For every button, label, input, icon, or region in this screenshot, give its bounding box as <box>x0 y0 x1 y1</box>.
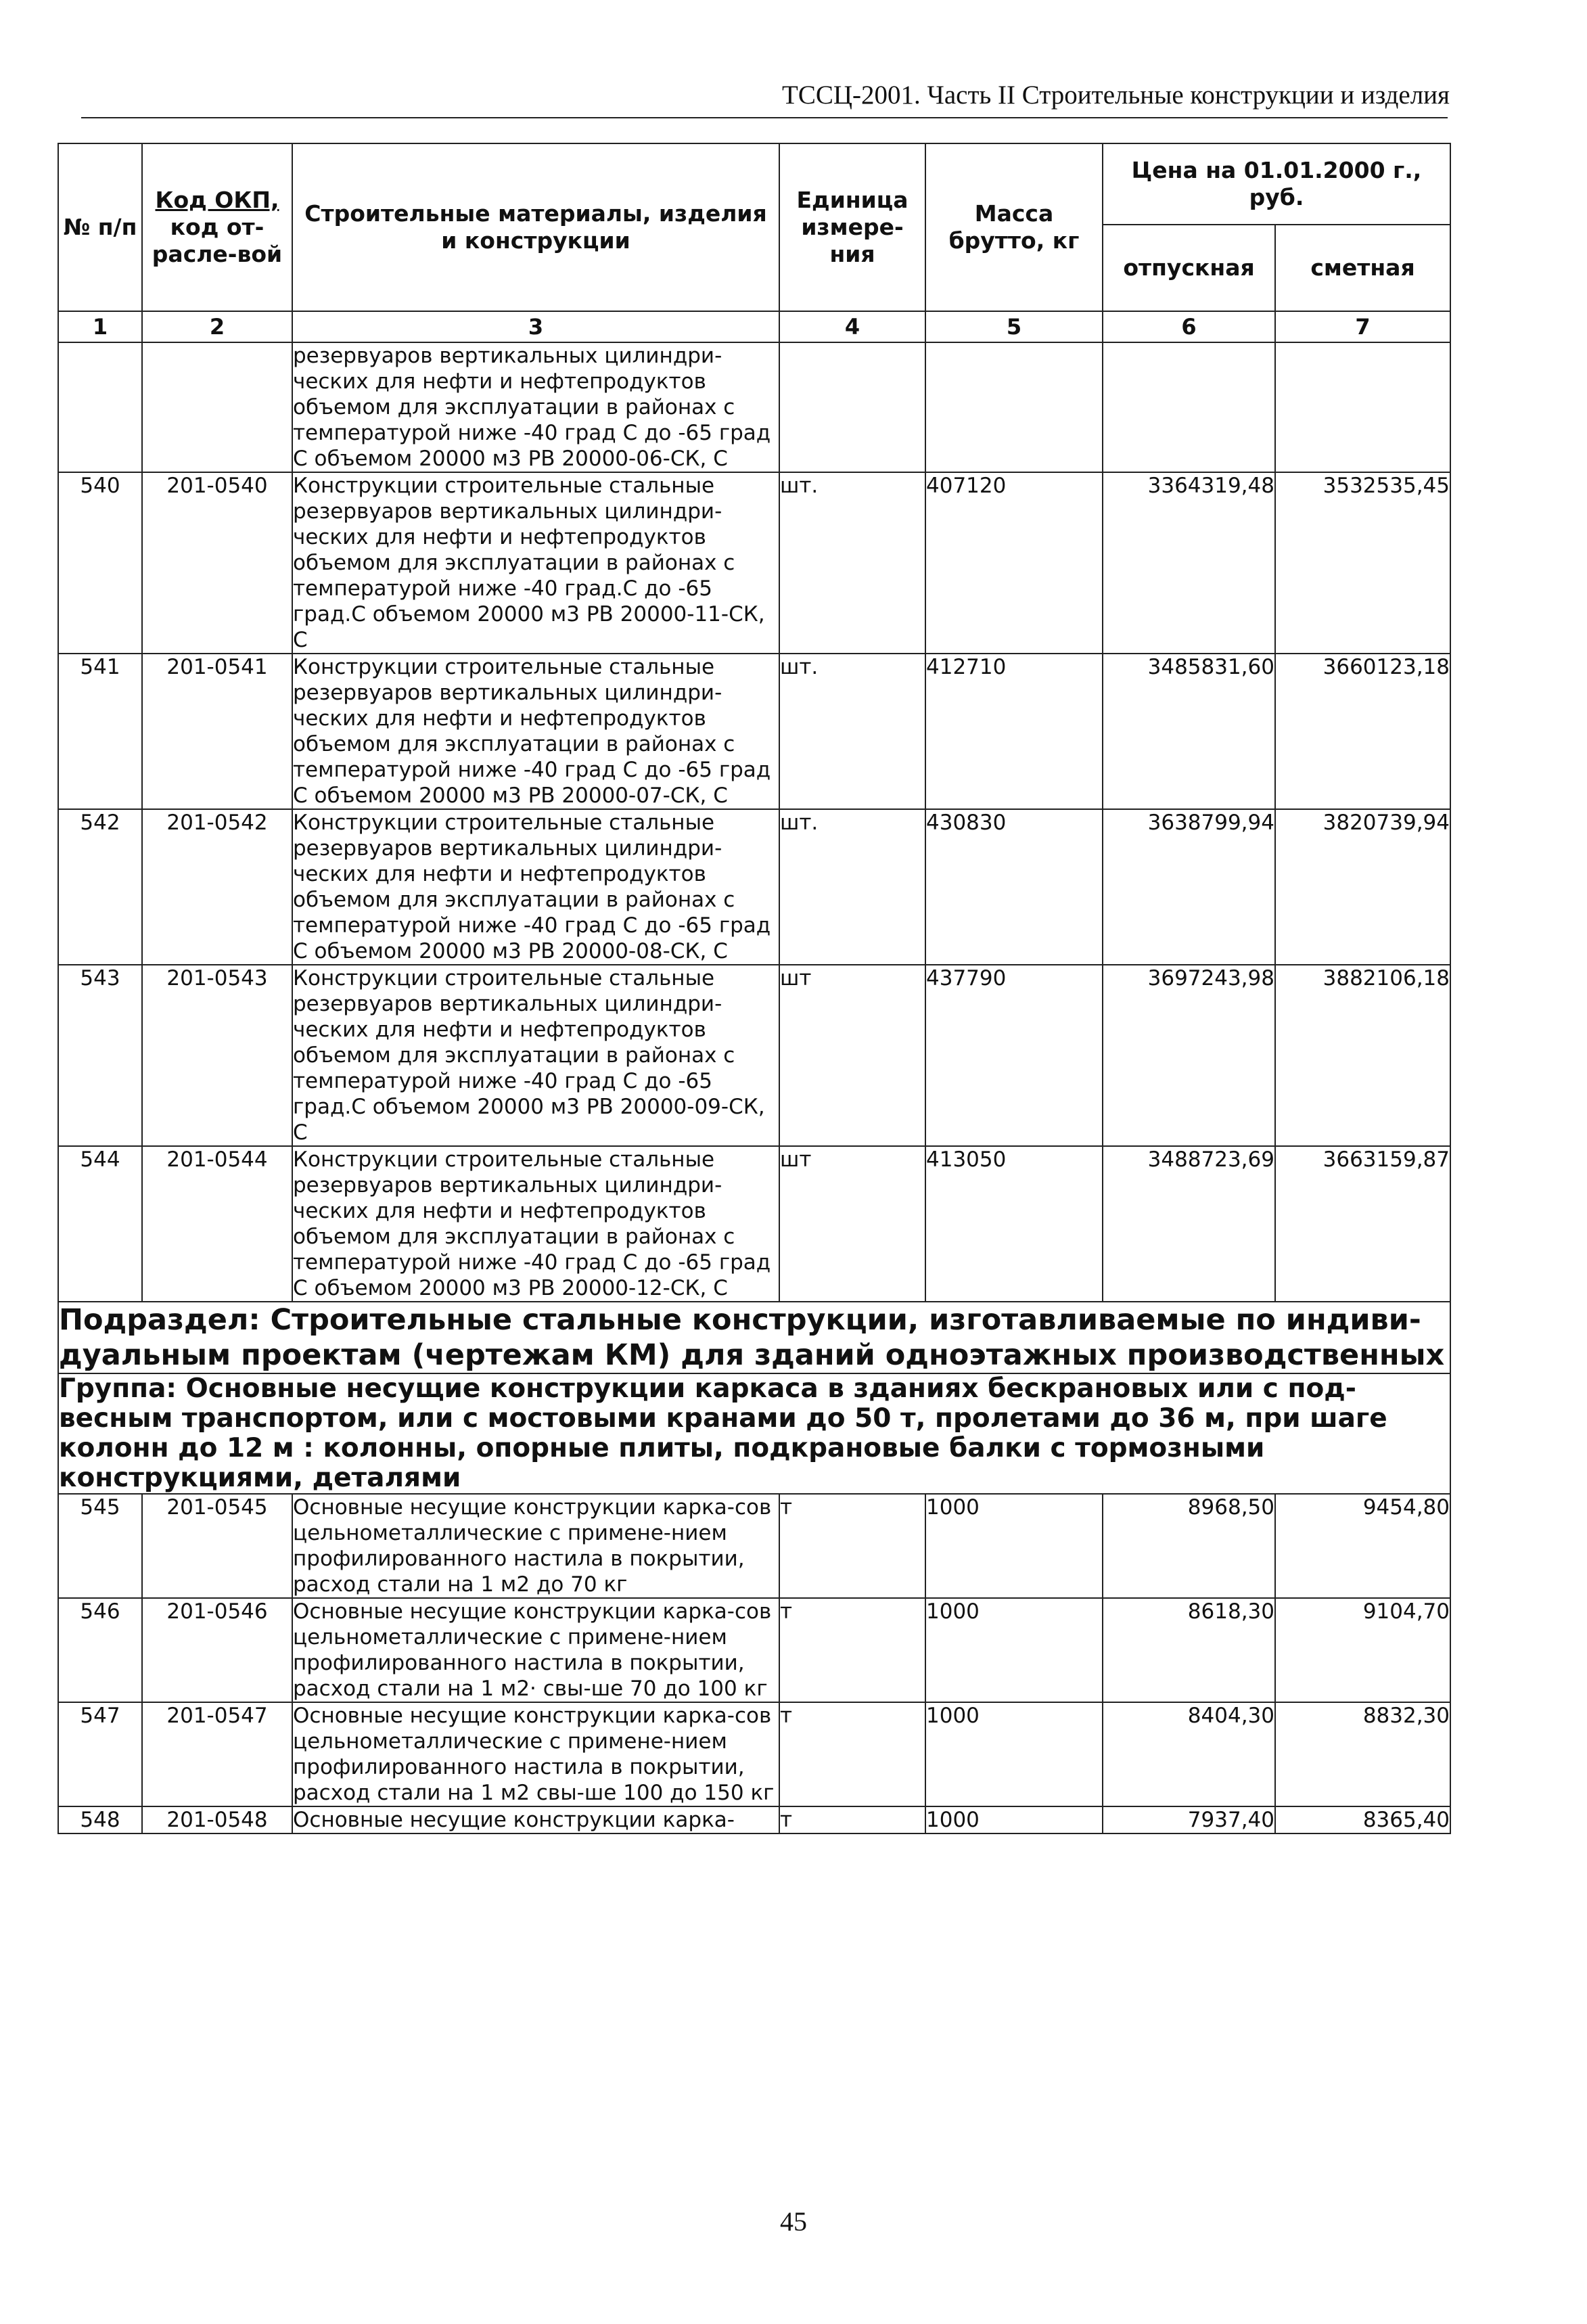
column-number: 7 <box>1275 311 1450 342</box>
cell-description: Конструкции строительные стальные резервуаров вертикальных цилиндри-ческих для нефти и нефтепродуктов объемом для эксплуатации в районах с температурой ниже -40 град С до -65 град С объемом 20000 м3 РВ 20000-08-СК, С <box>292 809 779 965</box>
cell-code: 201-0541 <box>142 654 292 809</box>
cell-no: 548 <box>58 1806 142 1833</box>
cell-mass: 1000 <box>925 1494 1103 1598</box>
cell-price-release: 3638799,94 <box>1103 809 1275 965</box>
cell-price-release: 3485831,60 <box>1103 654 1275 809</box>
column-number: 2 <box>142 311 292 342</box>
group-row <box>58 1373 1450 1494</box>
header-rule <box>81 117 1448 118</box>
cell-price-estimate: 9104,70 <box>1275 1598 1450 1702</box>
cell-no <box>58 342 142 472</box>
group-label: Группа: <box>59 1373 177 1404</box>
cell-code: 201-0543 <box>142 965 292 1146</box>
cell-code: 201-0540 <box>142 472 292 654</box>
cell-price-estimate: 8365,40 <box>1275 1806 1450 1833</box>
cell-unit: т <box>779 1806 925 1833</box>
cell-description: Основные несущие конструкции карка-сов цельнометаллические с примене-нием профилированного настила в покрытии, расход стали на 1 м2· свы-ше 70 до 100 кг <box>292 1598 779 1702</box>
cell-mass: 437790 <box>925 965 1103 1146</box>
subsection-row <box>58 1302 1450 1373</box>
cell-unit: шт. <box>779 472 925 654</box>
cell-unit: т <box>779 1598 925 1702</box>
cell-description: Конструкции строительные стальные резервуаров вертикальных цилиндри-ческих для нефти и нефтепродуктов объемом для эксплуатации в районах с температурой ниже -40 град.С до -65 град.С объемом 20000 м3 РВ 20000-11-СК, С <box>292 472 779 654</box>
cell-code: 201-0548 <box>142 1806 292 1833</box>
cell-code: 201-0547 <box>142 1702 292 1806</box>
subsection-heading: Подраздел: Строительные стальные конструкции, изготавливаемые по индиви-дуальным проектам (чертежам КМ) для зданий одноэтажных производственных <box>58 1302 1450 1373</box>
cell-mass: 1000 <box>925 1598 1103 1702</box>
cell-description: Конструкции строительные стальные резервуаров вертикальных цилиндри-ческих для нефти и нефтепродуктов объемом для эксплуатации в районах с температурой ниже -40 град С до -65 град С объемом 20000 м3 РВ 20000-07-СК, С <box>292 654 779 809</box>
cell-price-release: 8404,30 <box>1103 1702 1275 1806</box>
table-row <box>58 1146 1450 1302</box>
cell-price-estimate: 3660123,18 <box>1275 654 1450 809</box>
header-col-code <box>142 143 292 311</box>
cell-price-estimate: 3532535,45 <box>1275 472 1450 654</box>
column-number: 5 <box>925 311 1103 342</box>
group-heading <box>58 1373 1450 1494</box>
table-row <box>58 1806 1450 1833</box>
cell-price-release: 8618,30 <box>1103 1598 1275 1702</box>
header-col-name: Строительные материалы, изделия и конструкции <box>292 143 779 311</box>
group-text: Основные несущие конструкции каркаса в зданиях бескрановых или с под-весным транспортом, или с мостовыми кранами до 50 т, пролетами до 36 м, при шаге колонн до 12 м : колонны, опорные плиты, подкрановые балки с тормозными конструкциями, деталями <box>59 1373 1387 1493</box>
cell-mass: 412710 <box>925 654 1103 809</box>
cell-no: 545 <box>58 1494 142 1598</box>
cell-no: 542 <box>58 809 142 965</box>
header-col-code-bottom: код от-расле-вой <box>152 214 283 267</box>
column-number-row <box>58 311 1450 342</box>
cell-price-release: 3697243,98 <box>1103 965 1275 1146</box>
cell-code: 201-0542 <box>142 809 292 965</box>
column-number: 4 <box>779 311 925 342</box>
cell-unit: т <box>779 1702 925 1806</box>
cell-description: Основные несущие конструкции карка-сов цельнометаллические с примене-нием профилированного настила в покрытии, расход стали на 1 м2 до 70 кг <box>292 1494 779 1598</box>
column-number: 3 <box>292 311 779 342</box>
cell-mass: 1000 <box>925 1806 1103 1833</box>
cell-no: 547 <box>58 1702 142 1806</box>
header-col-price: Цена на 01.01.2000 г., руб. <box>1103 143 1450 225</box>
cell-description: резервуаров вертикальных цилиндри-ческих для нефти и нефтепродуктов объемом для эксплуатации в районах с температурой ниже -40 град С до -65 град С объемом 20000 м3 РВ 20000-06-СК, С <box>292 342 779 472</box>
running-title: ТССЦ-2001. Часть II Строительные конструкции и изделия <box>782 81 1450 110</box>
cell-price-estimate: 3663159,87 <box>1275 1146 1450 1302</box>
header-col-code-top: Код ОКП, <box>155 187 279 213</box>
header-col-mass: Масса брутто, кг <box>925 143 1103 311</box>
continuation-row <box>58 342 1450 472</box>
cell-no: 541 <box>58 654 142 809</box>
cell-price-release <box>1103 342 1275 472</box>
table-row <box>58 809 1450 965</box>
header-col-no: № п/п <box>58 143 142 311</box>
table-row <box>58 1702 1450 1806</box>
cell-description: Основные несущие конструкции карка-сов цельнометаллические с примене-нием профилированного настила в покрытии, расход стали на 1 м2 свы-ше 100 до 150 кг <box>292 1702 779 1806</box>
cell-price-release: 7937,40 <box>1103 1806 1275 1833</box>
cell-price-estimate: 3882106,18 <box>1275 965 1450 1146</box>
cell-mass: 1000 <box>925 1702 1103 1806</box>
cell-code <box>142 342 292 472</box>
cell-description: Конструкции строительные стальные резервуаров вертикальных цилиндри-ческих для нефти и нефтепродуктов объемом для эксплуатации в районах с температурой ниже -40 град С до -65 град.С объемом 20000 м3 РВ 20000-09-СК, С <box>292 965 779 1146</box>
table-row <box>58 1494 1450 1598</box>
cell-price-release: 3364319,48 <box>1103 472 1275 654</box>
cell-price-estimate <box>1275 342 1450 472</box>
cell-mass: 430830 <box>925 809 1103 965</box>
table-row <box>58 472 1450 654</box>
table-row <box>58 965 1450 1146</box>
header-col-price-release: отпускная <box>1103 225 1275 311</box>
header-col-unit: Единица измере-ния <box>779 143 925 311</box>
cell-mass <box>925 342 1103 472</box>
cell-unit: шт <box>779 965 925 1146</box>
page-number: 45 <box>780 2206 807 2237</box>
column-number: 1 <box>58 311 142 342</box>
table-row <box>58 1598 1450 1702</box>
cell-code: 201-0546 <box>142 1598 292 1702</box>
cell-mass: 407120 <box>925 472 1103 654</box>
cell-unit: шт. <box>779 809 925 965</box>
cell-description: Конструкции строительные стальные резервуаров вертикальных цилиндри-ческих для нефти и нефтепродуктов объемом для эксплуатации в районах с температурой ниже -40 град С до -65 град С объемом 20000 м3 РВ 20000-12-СК, С <box>292 1146 779 1302</box>
table-row <box>58 654 1450 809</box>
cell-no: 543 <box>58 965 142 1146</box>
cell-price-estimate: 3820739,94 <box>1275 809 1450 965</box>
cell-description: Основные несущие конструкции карка- <box>292 1806 779 1833</box>
cell-no: 544 <box>58 1146 142 1302</box>
cell-unit: шт <box>779 1146 925 1302</box>
cell-unit <box>779 342 925 472</box>
cell-code: 201-0544 <box>142 1146 292 1302</box>
cell-no: 540 <box>58 472 142 654</box>
cell-price-estimate: 8832,30 <box>1275 1702 1450 1806</box>
price-table <box>58 143 1451 1834</box>
cell-no: 546 <box>58 1598 142 1702</box>
cell-price-release: 8968,50 <box>1103 1494 1275 1598</box>
cell-code: 201-0545 <box>142 1494 292 1598</box>
cell-price-release: 3488723,69 <box>1103 1146 1275 1302</box>
cell-mass: 413050 <box>925 1146 1103 1302</box>
cell-unit: т <box>779 1494 925 1598</box>
cell-price-estimate: 9454,80 <box>1275 1494 1450 1598</box>
header-col-price-estimate: сметная <box>1275 225 1450 311</box>
cell-unit: шт. <box>779 654 925 809</box>
column-number: 6 <box>1103 311 1275 342</box>
